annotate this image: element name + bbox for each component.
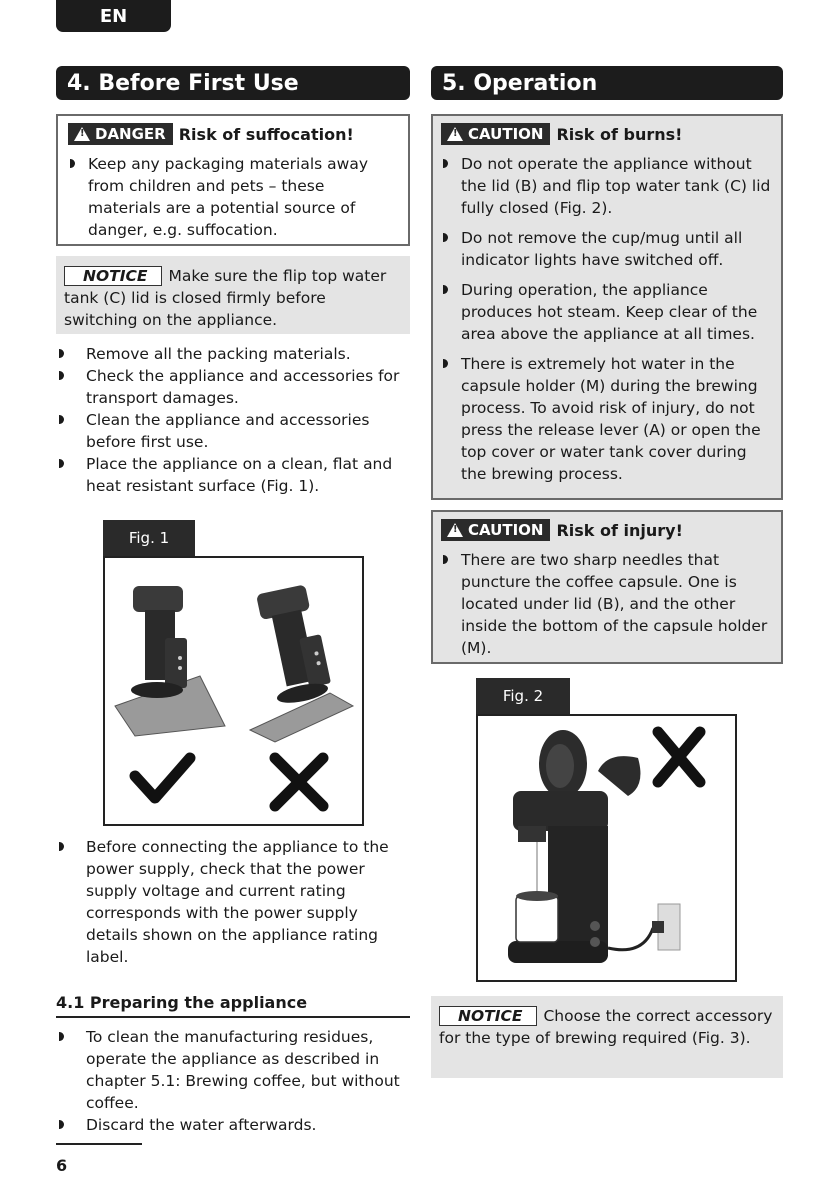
list-item: Clean the appliance and accessories before first use.: [56, 409, 414, 453]
list-item: Do not operate the appliance without the lid (B) and flip top water tank (C) lid fully closed (Fig. 2).: [441, 153, 773, 219]
caution-badge: [441, 519, 550, 541]
danger-box: [56, 114, 410, 246]
section-title: 4. Before First Use: [67, 70, 299, 96]
caution-list: [441, 549, 773, 659]
danger-badge: [68, 123, 173, 145]
list-item: Discard the water afterwards.: [56, 1114, 414, 1136]
coffee-maker-open-lid-illustration: [478, 716, 735, 980]
warning-triangle-icon: [447, 127, 463, 141]
caution-title: Risk of burns!: [556, 124, 683, 144]
notice-box-left: [56, 256, 410, 334]
page-rule: [56, 1143, 142, 1145]
language-label: EN: [99, 5, 128, 27]
section-heading-operation: [431, 66, 783, 100]
coffee-maker-placement-illustration: [105, 558, 362, 824]
danger-list: [68, 153, 398, 241]
fig1-label: Fig. 1: [103, 520, 195, 556]
caution-header: [441, 123, 773, 145]
fig2-illustration: [476, 714, 737, 982]
steps-list-1: [56, 343, 414, 497]
list-item: There are two sharp needles that puncture the coffee capsule. One is located under lid (B), and the other inside the bottom of the capsule holder (M).: [441, 549, 773, 659]
list-item: Keep any packaging materials away from children and pets – these materials are a potential source of danger, e.g. suffocation.: [68, 153, 398, 241]
warning-triangle-icon: [74, 127, 90, 141]
notice-box-right: [431, 996, 783, 1078]
fig1-illustration: [103, 556, 364, 826]
caution-burns-box: [431, 114, 783, 500]
caution-badge-label: CAUTION: [468, 125, 544, 143]
danger-title: Risk of suffocation!: [178, 124, 354, 144]
caution-injury-box: [431, 510, 783, 664]
caution-header: [441, 519, 773, 541]
list-item: During operation, the appliance produces hot steam. Keep clear of the area above the appliance at all times.: [441, 279, 773, 345]
notice-text: Choose the correct accessory for the type of brewing required (Fig. 3).: [439, 1007, 773, 1047]
list-item: Place the appliance on a clean, flat and heat resistant surface (Fig. 1).: [56, 453, 414, 497]
fig2-label: Fig. 2: [476, 678, 570, 714]
list-item: Check the appliance and accessories for transport damages.: [56, 365, 414, 409]
list-item: Before connecting the appliance to the power supply, check that the power supply voltage and current rating corresponds with the power supply details shown on the appliance rating label.: [56, 836, 414, 968]
notice-tag: NOTICE: [64, 266, 162, 286]
section-title: 5. Operation: [442, 70, 598, 96]
warning-triangle-icon: [447, 523, 463, 537]
caution-badge-label: CAUTION: [468, 521, 544, 539]
notice-text: Make sure the flip top water tank (C) lid is closed firmly before switching on the appliance.: [64, 267, 387, 329]
checkmark-icon: [135, 758, 190, 798]
caution-badge: [441, 123, 550, 145]
steps-list-2: [56, 836, 414, 968]
danger-badge-label: DANGER: [95, 125, 166, 143]
page-number: 6: [56, 1156, 68, 1175]
caution-list: [441, 153, 773, 485]
section-heading-before-first-use: [56, 66, 410, 100]
list-item: There is extremely hot water in the capsule holder (M) during the brewing process. To avoid risk of injury, do not press the release lever (A) or open the top cover or water tank cover during the brewing process.: [441, 353, 773, 485]
subsection-heading: 4.1 Preparing the appliance: [56, 993, 410, 1018]
steps-list-3: [56, 1026, 414, 1136]
notice-tag: NOTICE: [439, 1006, 537, 1026]
language-tab: [56, 0, 171, 32]
list-item: Do not remove the cup/mug until all indicator lights have switched off.: [441, 227, 773, 271]
list-item: To clean the manufacturing residues, operate the appliance as described in chapter 5.1: Brewing coffee, but without coffee.: [56, 1026, 414, 1114]
caution-title: Risk of injury!: [556, 520, 683, 540]
list-item: Remove all the packing materials.: [56, 343, 414, 365]
danger-header: [68, 123, 398, 145]
